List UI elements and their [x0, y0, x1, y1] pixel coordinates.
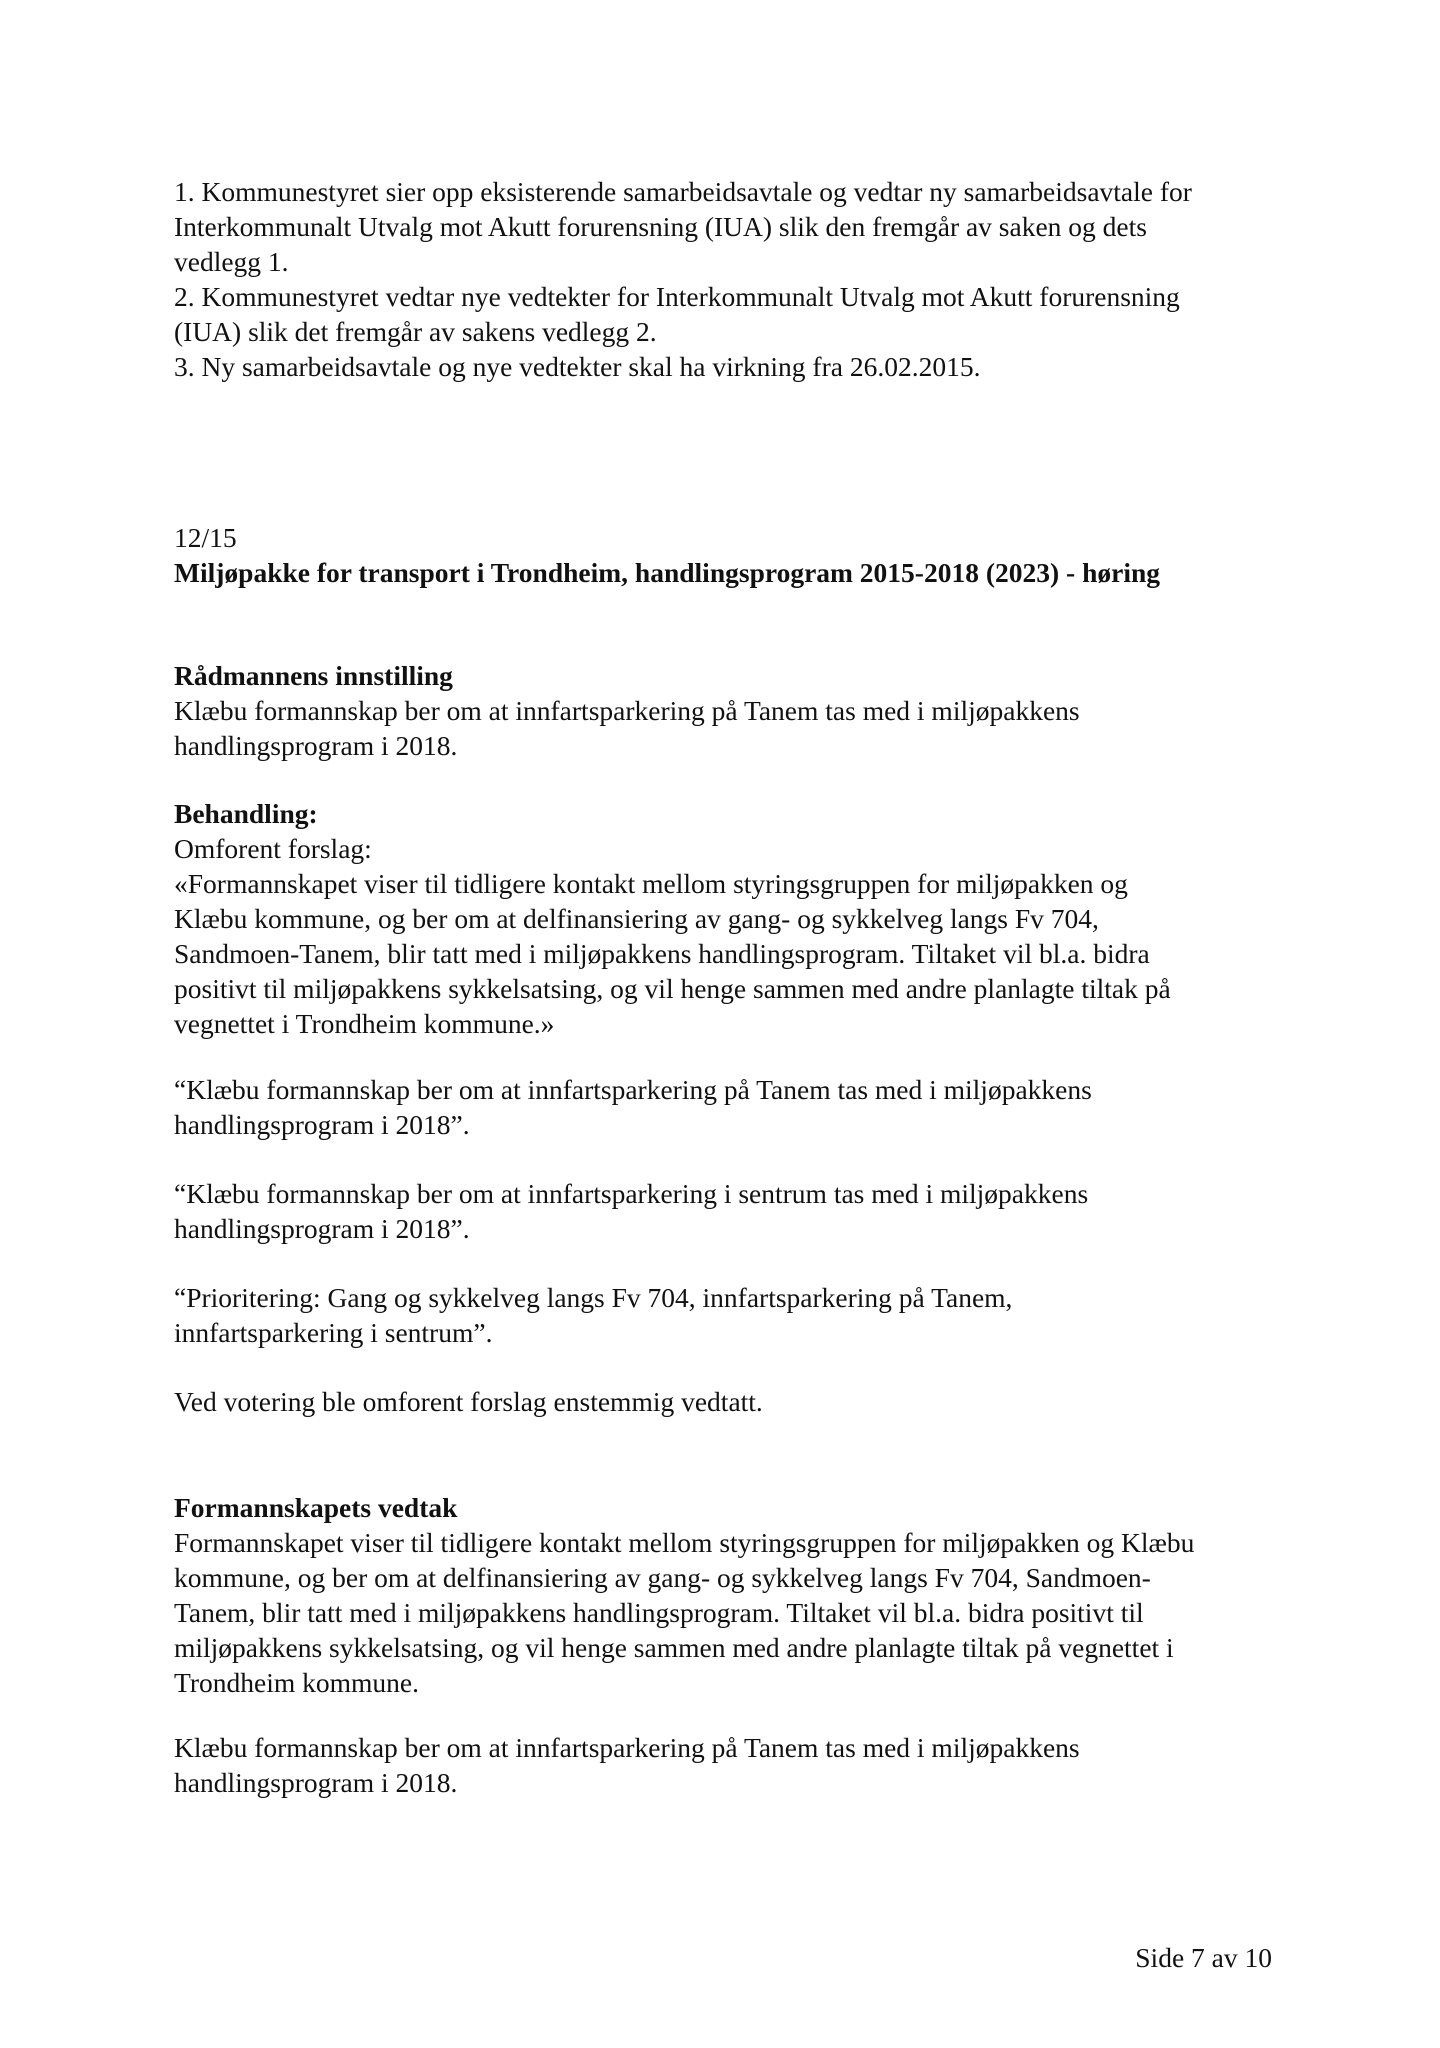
recommendation-line: Klæbu formannskap ber om at innfartsparkering på Tanem tas med i miljøpakkens: [174, 695, 1080, 726]
recommendation-section: [174, 658, 1294, 763]
decision-list: [174, 174, 1294, 384]
quote-line: “Klæbu formannskap ber om at innfartsparkering i sentrum tas med i miljøpakkens: [174, 1178, 1089, 1209]
treatment-heading: Behandling:: [174, 798, 318, 829]
resolution-section: [174, 1490, 1294, 1700]
quote-line: “Klæbu formannskap ber om at innfartsparkering på Tanem tas med i miljøpakkens: [174, 1074, 1092, 1105]
quote-1: [174, 1072, 1294, 1142]
case-header: [174, 520, 1294, 590]
vote-line: Ved votering ble omforent forslag enstemmig vedtatt.: [174, 1386, 763, 1417]
proposal-line: «Formannskapet viser til tidligere kontakt mellom styringsgruppen for miljøpakken og: [174, 868, 1128, 899]
decision-line: vedlegg 1.: [174, 246, 289, 277]
proposal-line: Klæbu kommune, og ber om at delfinansiering av gang- og sykkelveg langs Fv 704,: [174, 903, 1099, 934]
quote-line: innfartsparkering i sentrum”.: [174, 1317, 493, 1348]
resolution-line: Formannskapet viser til tidligere kontakt mellom styringsgruppen for miljøpakken og Klæbu: [174, 1527, 1195, 1558]
quote-line: handlingsprogram i 2018”.: [174, 1213, 470, 1244]
resolution-line: Tanem, blir tatt med i miljøpakkens handlingsprogram. Tiltaket vil bl.a. bidra positivt til: [174, 1597, 1144, 1628]
proposal-line: positivt til miljøpakkens sykkelsatsing, og vil henge sammen med andre planlagte tiltak på: [174, 973, 1171, 1004]
resolution-line: kommune, og ber om at delfinansiering av gang- og sykkelveg langs Fv 704, Sandmoen-: [174, 1562, 1151, 1593]
resolution-line: handlingsprogram i 2018.: [174, 1767, 458, 1798]
case-number: 12/15: [174, 522, 237, 553]
quote-3: [174, 1280, 1294, 1350]
quote-line: “Prioritering: Gang og sykkelveg langs Fv 704, innfartsparkering på Tanem,: [174, 1282, 1013, 1313]
decision-line: 2. Kommunestyret vedtar nye vedtekter for Interkommunalt Utvalg mot Akutt forurensning: [174, 281, 1180, 312]
resolution-line: miljøpakkens sykkelsatsing, og vil henge sammen med andre planlagte tiltak på vegnettet i: [174, 1632, 1174, 1663]
page-number: Side 7 av 10: [1135, 1942, 1272, 1973]
resolution-line: Trondheim kommune.: [174, 1667, 419, 1698]
decision-line: 3. Ny samarbeidsavtale og nye vedtekter skal ha virkning fra 26.02.2015.: [174, 351, 981, 382]
proposal-line: Sandmoen-Tanem, blir tatt med i miljøpakkens handlingsprogram. Tiltaket vil bl.a. bidra: [174, 938, 1150, 969]
quote-2: [174, 1176, 1294, 1246]
case-title: Miljøpakke for transport i Trondheim, handlingsprogram 2015-2018 (2023) - høring: [174, 557, 1160, 588]
vote-result: [174, 1384, 1294, 1419]
resolution-heading: Formannskapets vedtak: [174, 1492, 458, 1523]
decision-line: 1. Kommunestyret sier opp eksisterende samarbeidsavtale og vedtar ny samarbeidsavtale for: [174, 176, 1192, 207]
recommendation-heading: Rådmannens innstilling: [174, 660, 453, 691]
quote-line: handlingsprogram i 2018”.: [174, 1109, 470, 1140]
resolution-line: Klæbu formannskap ber om at innfartsparkering på Tanem tas med i miljøpakkens: [174, 1732, 1080, 1763]
decision-line: Interkommunalt Utvalg mot Akutt forurensning (IUA) slik den fremgår av saken og dets: [174, 211, 1147, 242]
treatment-section: [174, 796, 1294, 1041]
proposal-line: vegnettet i Trondheim kommune.»: [174, 1008, 555, 1039]
treatment-intro: Omforent forslag:: [174, 833, 372, 864]
decision-line: (IUA) slik det fremgår av sakens vedlegg 2.: [174, 316, 657, 347]
recommendation-line: handlingsprogram i 2018.: [174, 730, 458, 761]
resolution-paragraph-2: [174, 1730, 1294, 1800]
